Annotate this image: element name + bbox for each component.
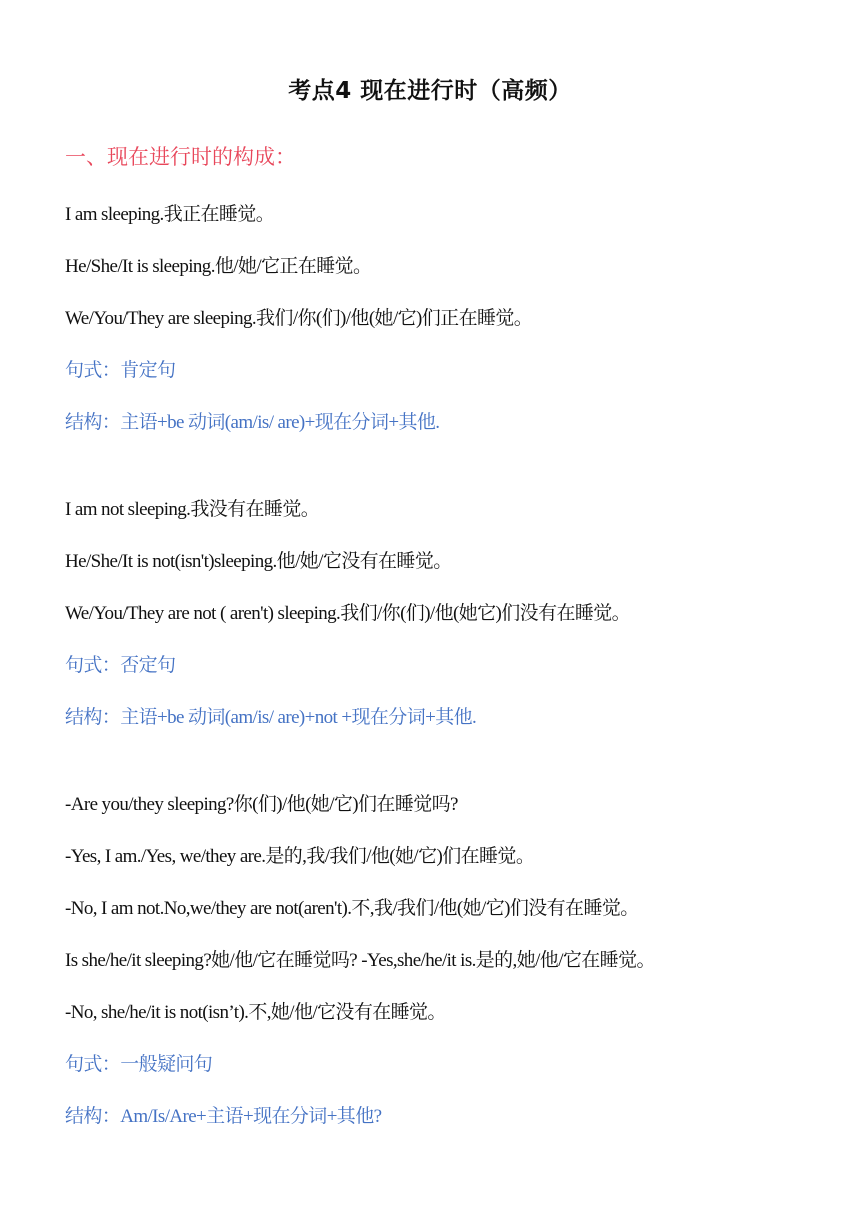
example-sentence: He/She/It is not(isn't)sleeping.他/她/它没有在睡觉。: [65, 551, 452, 572]
sentence-type-label: 句式：肯定句: [65, 360, 176, 381]
sentence-type-label: 句式：一般疑问句: [65, 1054, 213, 1075]
example-sentence: -Are you/they sleeping?你(们)/他(她/它)们在睡觉吗?: [65, 794, 458, 815]
structure-formula: 结构：Am/Is/Are+主语+现在分词+其他?: [65, 1106, 382, 1127]
sentence-type-label: 句式：否定句: [65, 655, 176, 676]
example-sentence: -Yes, I am./Yes, we/they are.是的,我/我们/他(她/它)们在睡觉。: [65, 846, 535, 867]
structure-formula: 结构：主语+be 动词(am/is/ are)+现在分词+其他.: [65, 412, 440, 433]
page-title: 考点4 现在进行时（高频）: [288, 78, 572, 104]
example-sentence: -No, she/he/it is not(isn’t).不,她/他/它没有在睡觉。: [65, 1002, 446, 1023]
section-heading: 一、现在进行时的构成：: [65, 145, 296, 169]
example-sentence: I am not sleeping.我没有在睡觉。: [65, 499, 320, 520]
example-sentence: We/You/They are not ( aren't) sleeping.我们/你(们)/他(她它)们没有在睡觉。: [65, 603, 631, 624]
structure-formula: 结构：主语+be 动词(am/is/ are)+not +现在分词+其他.: [65, 707, 477, 728]
example-sentence: -No, I am not.No,we/they are not(aren't).不,我/我们/他(她/它)们没有在睡觉。: [65, 898, 639, 919]
example-sentence: We/You/They are sleeping.我们/你(们)/他(她/它)们正在睡觉。: [65, 308, 533, 329]
example-sentence: He/She/It is sleeping.他/她/它正在睡觉。: [65, 256, 372, 277]
example-sentence: I am sleeping.我正在睡觉。: [65, 204, 275, 225]
example-sentence: Is she/he/it sleeping?她/他/它在睡觉吗? -Yes,she/he/it is.是的,她/他/它在睡觉。: [65, 950, 655, 971]
